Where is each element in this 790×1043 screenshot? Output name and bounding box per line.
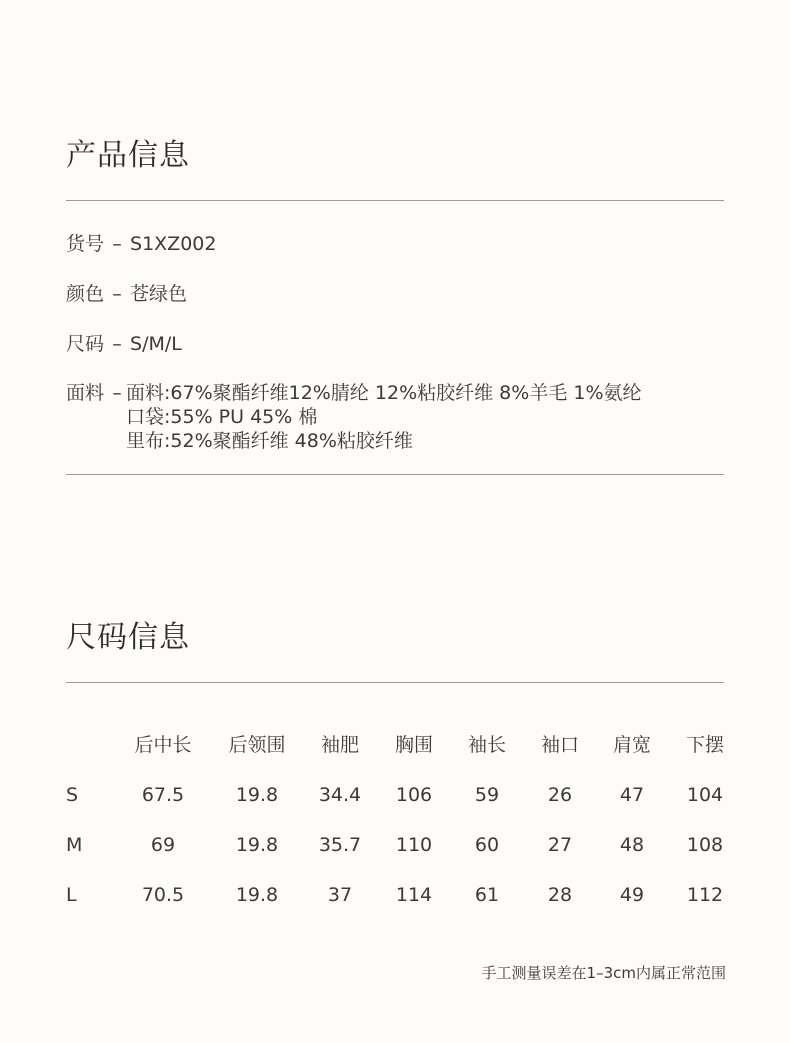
table-cell: 28 xyxy=(547,884,573,906)
color-row xyxy=(66,282,187,306)
table-cell: 61 xyxy=(474,884,500,906)
column-header-back-length: 后中长 xyxy=(134,734,192,756)
table-cell: 70.5 xyxy=(141,884,185,906)
material-label-group xyxy=(66,381,130,405)
table-cell: 48 xyxy=(619,834,645,856)
column-header-sleeve-width: 袖肥 xyxy=(320,734,360,756)
table-cell: 106 xyxy=(395,784,433,806)
color-separator: – xyxy=(112,283,122,305)
table-cell: 69 xyxy=(150,834,176,856)
table-cell: 108 xyxy=(686,834,724,856)
column-header-cuff: 袖口 xyxy=(540,734,580,756)
table-cell: 19.8 xyxy=(235,784,279,806)
table-cell: 35.7 xyxy=(318,834,362,856)
table-cell: 19.8 xyxy=(235,884,279,906)
product-info-divider-top xyxy=(66,200,724,201)
column-header-neck: 后领围 xyxy=(228,734,286,756)
size-value: S/M/L xyxy=(130,333,182,355)
table-row xyxy=(66,780,726,810)
product-info-divider-bottom xyxy=(66,474,724,475)
material-line-pocket: 口袋:55% PU 45% 棉 xyxy=(126,406,318,428)
table-row xyxy=(66,880,726,910)
column-header-chest: 胸围 xyxy=(394,734,434,756)
table-cell: 19.8 xyxy=(235,834,279,856)
table-cell: 59 xyxy=(474,784,500,806)
size-info-title: 尺码信息 xyxy=(66,620,190,655)
table-cell: 112 xyxy=(686,884,724,906)
column-header-hem: 下摆 xyxy=(685,734,725,756)
item-number-row xyxy=(66,232,216,256)
column-header-sleeve-length: 袖长 xyxy=(467,734,507,756)
material-values xyxy=(126,381,642,453)
table-cell: 104 xyxy=(686,784,724,806)
size-label: 尺码 xyxy=(66,333,105,355)
table-cell: 67.5 xyxy=(141,784,185,806)
table-cell: 37 xyxy=(327,884,353,906)
table-cell: 47 xyxy=(619,784,645,806)
color-value: 苍绿色 xyxy=(130,283,188,305)
product-info-title: 产品信息 xyxy=(66,138,190,173)
table-cell: 27 xyxy=(547,834,573,856)
material-line-shell: 面料:67%聚酯纤维12%腈纶 12%粘胶纤维 8%羊毛 1%氨纶 xyxy=(126,382,642,404)
table-cell: 49 xyxy=(619,884,645,906)
table-cell: 60 xyxy=(474,834,500,856)
measurement-note: 手工测量误差在1–3cm内属正常范围 xyxy=(481,964,726,982)
row-size-label: M xyxy=(66,834,83,856)
row-size-label: S xyxy=(66,784,79,806)
item-number-label: 货号 xyxy=(66,233,105,255)
table-cell: 114 xyxy=(395,884,433,906)
table-row xyxy=(66,830,726,860)
material-label: 面料 xyxy=(66,382,105,404)
size-table-header xyxy=(66,730,726,760)
table-cell: 110 xyxy=(395,834,433,856)
material-separator: – xyxy=(112,382,122,404)
row-size-label: L xyxy=(66,884,77,906)
material-line-lining: 里布:52%聚酯纤维 48%粘胶纤维 xyxy=(126,430,413,452)
size-info-divider xyxy=(66,682,724,683)
column-header-shoulder: 肩宽 xyxy=(612,734,652,756)
size-row-info xyxy=(66,332,182,356)
table-cell: 34.4 xyxy=(318,784,362,806)
item-number-value: S1XZ002 xyxy=(130,233,217,255)
table-cell: 26 xyxy=(547,784,573,806)
size-separator: – xyxy=(112,333,122,355)
color-label: 颜色 xyxy=(66,283,105,305)
item-number-separator: – xyxy=(112,233,122,255)
